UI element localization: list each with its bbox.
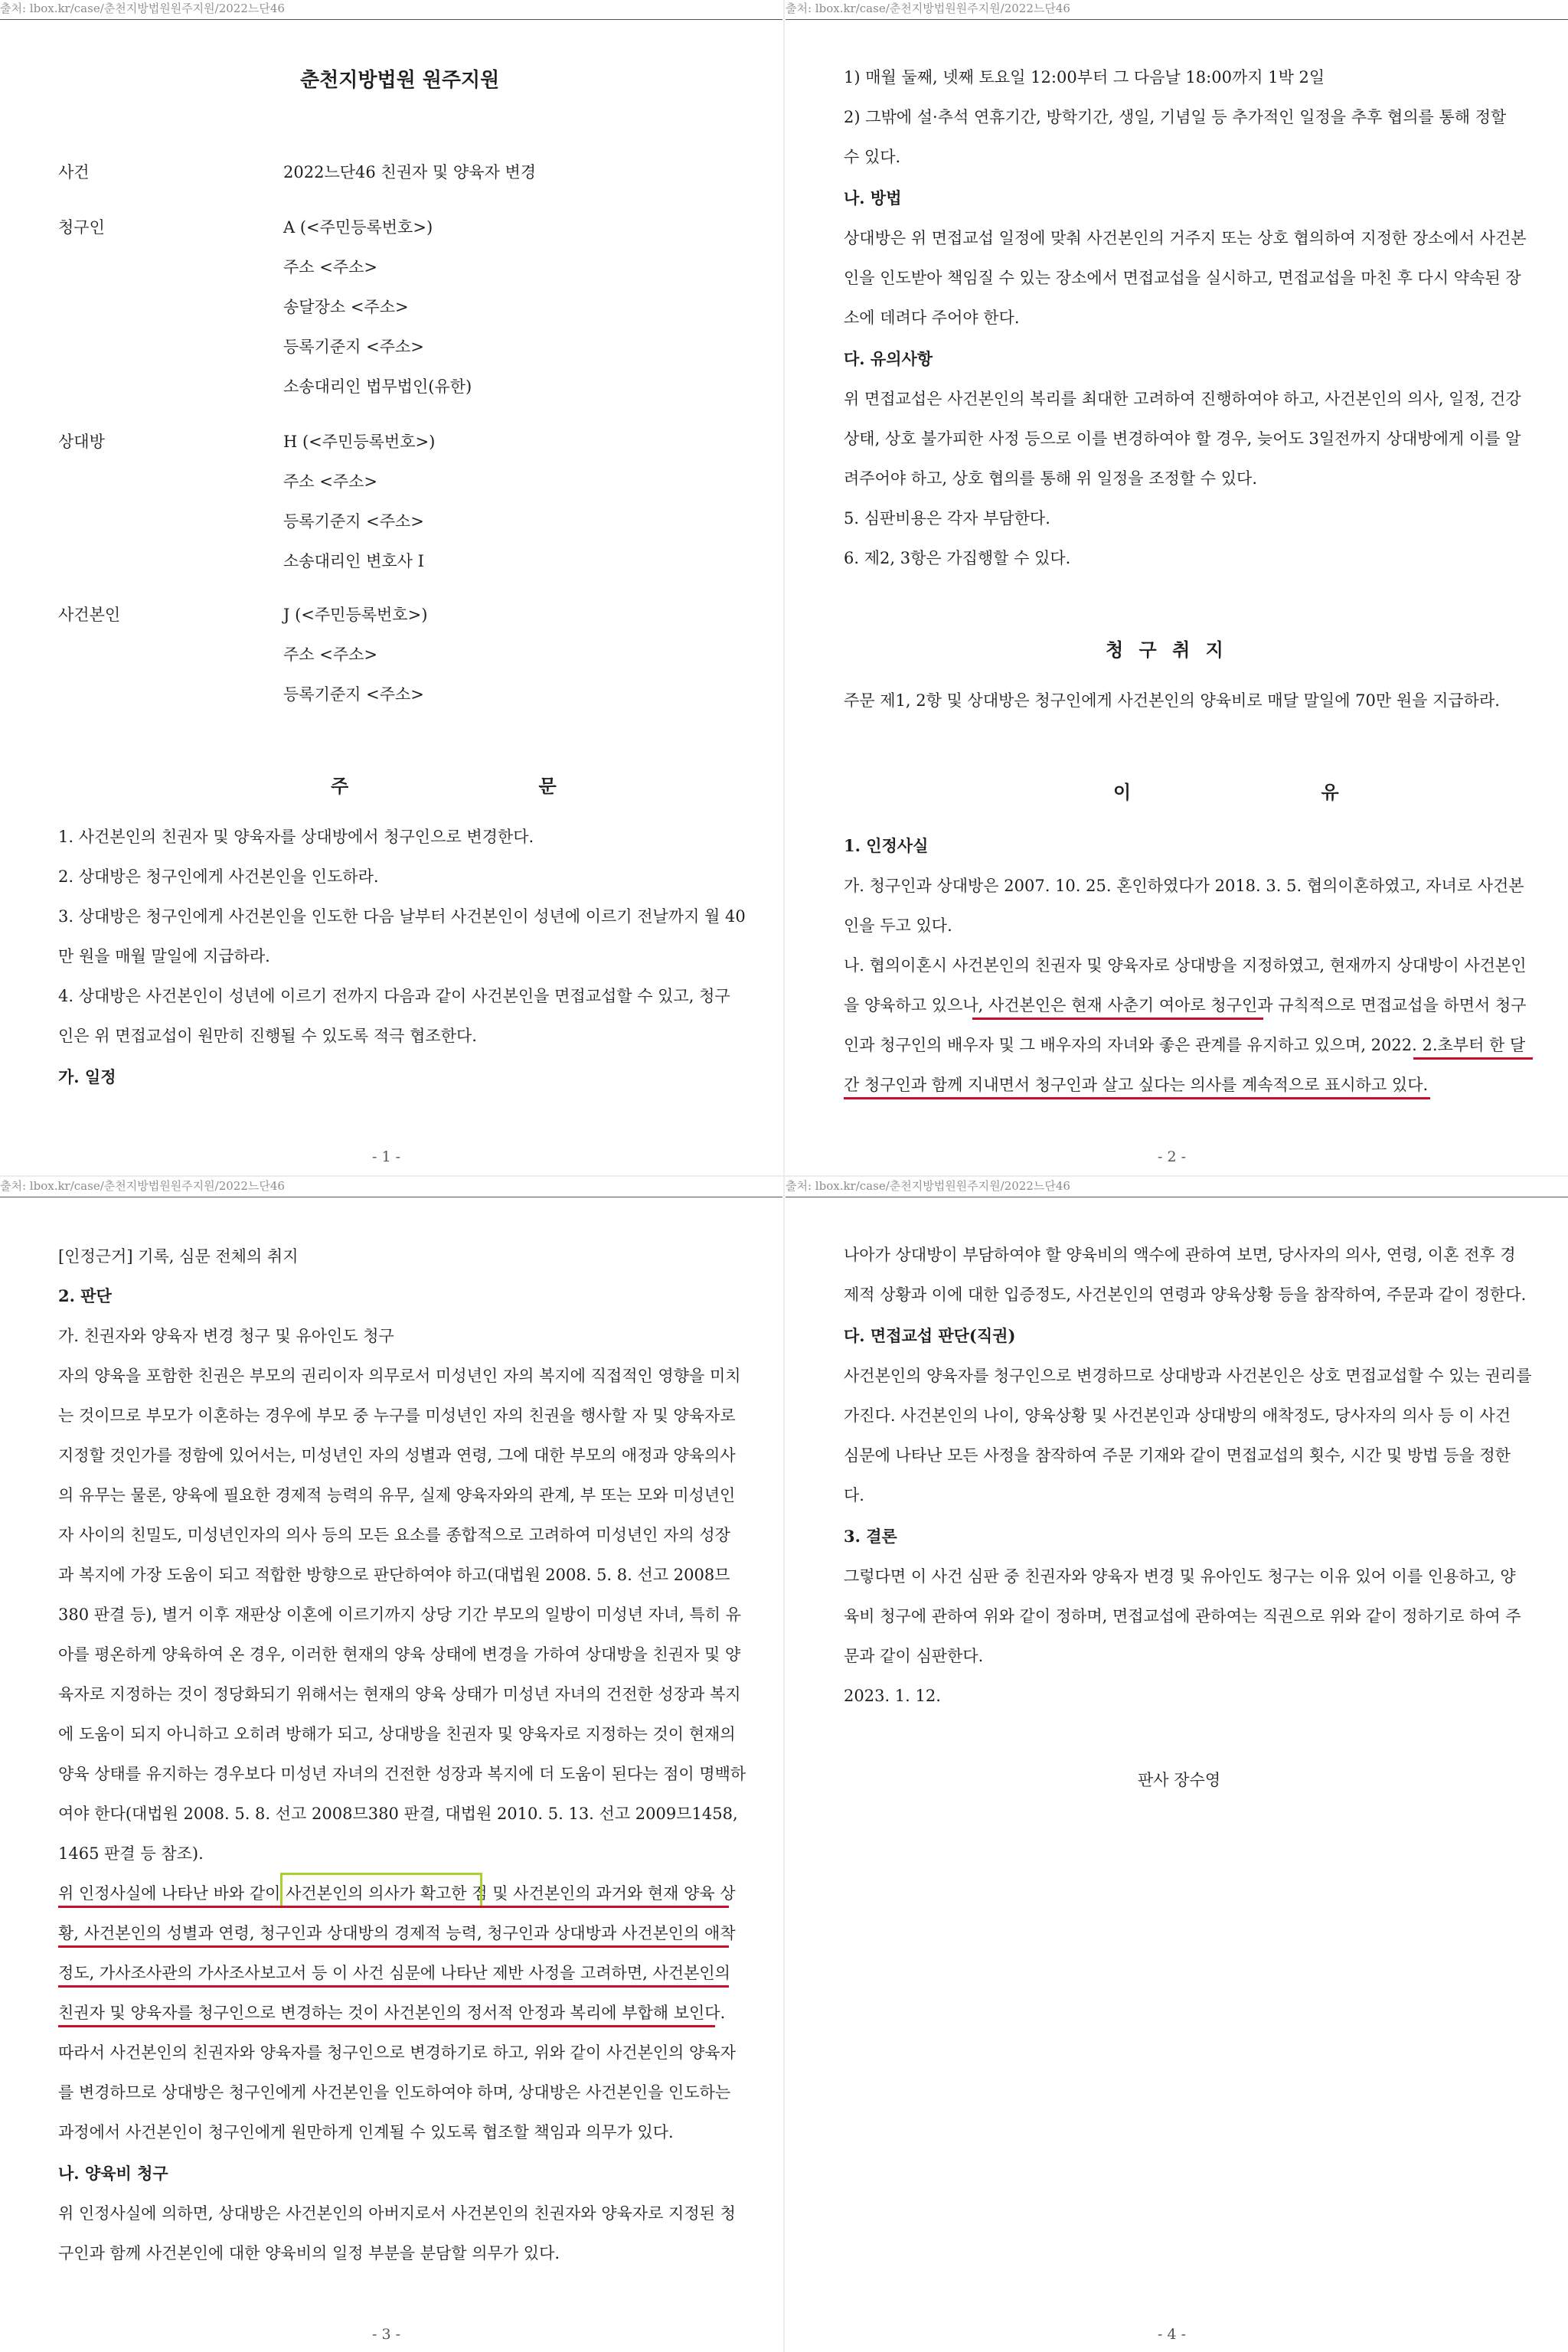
judge-name: 판사 장수영 bbox=[1138, 1771, 1221, 1789]
body-line: 위 면접교섭은 사건본인의 복리를 최대한 고려하여 진행하여야 하고, 사건본인의 의사, 일정, 건강 bbox=[844, 390, 1521, 408]
highlight-underline bbox=[58, 1985, 729, 1988]
highlight-underline bbox=[844, 1097, 1430, 1099]
decision-date: 2023. 1. 12. bbox=[844, 1687, 941, 1705]
body-line: 위 인정사실에 나타난 바와 같이 사건본인의 의사가 확고한 점 및 사건본인의 과거와 현재 양육 상 bbox=[58, 1884, 736, 1903]
body-line: 가진다. 사건본인의 나이, 양육상황 및 사건본인과 상대방의 애착정도, 당사자의 의사 등 이 사건 bbox=[844, 1406, 1511, 1425]
respondent-label: 상대방 bbox=[58, 433, 105, 451]
body-line: 양육 상태를 유지하는 경우보다 미성년 자녀의 건전한 성장과 복지에 더 도움이 된다는 점이 명백하 bbox=[58, 1765, 746, 1783]
document-page-4 bbox=[786, 1178, 1568, 2352]
order-title: 주 문 bbox=[331, 775, 648, 797]
body-line: 그렇다면 이 사건 심판 중 친권자와 양육자 변경 및 유아인도 청구는 이유 있어 이를 인용하고, 양 bbox=[844, 1567, 1516, 1586]
respondent-line: 주소 <주소> bbox=[283, 472, 378, 491]
judgment-heading: 2. 판단 bbox=[58, 1286, 112, 1305]
claimant-line: A (<주민등록번호>) bbox=[283, 218, 433, 237]
body-line: 의 유무는 물론, 양육에 필요한 경제적 능력의 유무, 실제 양육자와의 관계, 부 또는 모와 미성년인 bbox=[58, 1486, 736, 1504]
source-label: 출처: lbox.kr/case/춘천지방법원원주지원/2022느단46 bbox=[786, 1179, 1070, 1193]
respondent-line: 소송대리인 변호사 I bbox=[283, 552, 424, 570]
body-line: 1465 판결 등 참조). bbox=[58, 1844, 204, 1863]
body-line: 에 도움이 되지 아니하고 오히려 방해가 되고, 상대방을 친권자 및 양육자로 지정하는 것이 현재의 bbox=[58, 1725, 736, 1743]
conclusion-heading: 3. 결론 bbox=[844, 1527, 897, 1546]
claim-title: 청 구 취 지 bbox=[1106, 639, 1228, 661]
source-label: 출처: lbox.kr/case/춘천지방법원원주지원/2022느단46 bbox=[0, 2, 285, 15]
claimant-label: 청구인 bbox=[58, 218, 105, 237]
body-line: 는 것이므로 부모가 이혼하는 경우에 부모 중 누구를 미성년인 자의 친권을 행사할 자 및 양육자로 bbox=[58, 1406, 736, 1425]
body-line: 친권자 및 양육자를 청구인으로 변경하는 것이 사건본인의 정서적 안정과 복리에 부합해 보인다. bbox=[58, 2004, 726, 2022]
highlight-underline bbox=[58, 1906, 729, 1908]
body-line: 육비 청구에 관하여 위와 같이 정하며, 면접교섭에 관하여는 직권으로 위와 같이 정하기로 하여 주 bbox=[844, 1607, 1521, 1625]
order-line: 3. 상대방은 청구인에게 사건본인을 인도한 다음 날부터 사건본인이 성년에 이르기 전날까지 월 40 bbox=[58, 907, 746, 926]
page-number: - 1 - bbox=[372, 1148, 401, 1165]
header-rule bbox=[0, 19, 782, 20]
highlight-underline bbox=[58, 1945, 729, 1948]
basis-line: [인정근거] 기록, 심문 전체의 취지 bbox=[58, 1247, 299, 1266]
body-line: 를 변경하므로 상대방은 청구인에게 사건본인을 인도하여야 하며, 상대방은 사건본인을 인도하는 bbox=[58, 2083, 731, 2102]
body-line: 과 복지에 가장 도움이 되고 적합한 방향으로 판단하여야 하고(대법원 2008. 5. 8. 선고 2008므 bbox=[58, 1566, 730, 1584]
page-number: - 2 - bbox=[1158, 1148, 1187, 1165]
body-line: 육자로 지정하는 것이 정당화되기 위해서는 현재의 양육 상태가 미성년 자녀의 건전한 성장과 복지 bbox=[58, 1685, 741, 1704]
order-line: 1. 사건본인의 친권자 및 양육자를 상대방에서 청구인으로 변경한다. bbox=[58, 828, 534, 846]
body-line: 상대방은 위 면접교섭 일정에 맞춰 사건본인의 거주지 또는 상호 협의하여 지정한 장소에서 사건본 bbox=[844, 229, 1527, 247]
sub-heading: 가. 친권자와 양육자 변경 청구 및 유아인도 청구 bbox=[58, 1327, 394, 1345]
page-gutter-horizontal bbox=[0, 1175, 1568, 1177]
page-number: - 3 - bbox=[372, 2326, 401, 2343]
page-number: - 4 - bbox=[1158, 2326, 1187, 2343]
source-label: 출처: lbox.kr/case/춘천지방법원원주지원/2022느단46 bbox=[786, 2, 1070, 15]
header-rule bbox=[786, 19, 1568, 20]
body-line: 가. 청구인과 상대방은 2007. 10. 25. 혼인하였다가 2018. 3. 5. 협의이혼하였고, 자녀로 사건본 bbox=[844, 877, 1524, 895]
caution-heading: 다. 유의사항 bbox=[844, 349, 933, 368]
body-line: 위 인정사실에 의하면, 상대방은 사건본인의 아버지로서 사건본인의 친권자와 양육자로 지정된 청 bbox=[58, 2204, 736, 2223]
source-label: 출처: lbox.kr/case/춘천지방법원원주지원/2022느단46 bbox=[0, 1179, 285, 1193]
support-heading: 나. 양육비 청구 bbox=[58, 2164, 168, 2183]
principal-line: J (<주민등록번호>) bbox=[283, 606, 428, 624]
order-line: 4. 상대방은 사건본인이 성년에 이르기 전까지 다음과 같이 사건본인을 면접교섭할 수 있고, 청구 bbox=[58, 987, 730, 1005]
body-line: 제적 상황과 이에 대한 입증정도, 사건본인의 연령과 양육상황 등을 참작하여, 주문과 같이 정한다. bbox=[844, 1285, 1527, 1304]
case-value: 2022느단46 친권자 및 양육자 변경 bbox=[283, 163, 537, 181]
body-line: 지정할 것인가를 정함에 있어서는, 미성년인 자의 성별과 연령, 그에 대한 부모의 애정과 양육의사 bbox=[58, 1446, 736, 1465]
document-page-3 bbox=[0, 1178, 782, 2352]
respondent-line: H (<주민등록번호>) bbox=[283, 433, 436, 451]
claimant-line: 주소 <주소> bbox=[283, 258, 378, 276]
body-line: 려주어야 하고, 상호 협의를 통해 위 일정을 조정할 수 있다. bbox=[844, 469, 1258, 488]
body-line: 을 양육하고 있으나, 사건본인은 현재 사춘기 여아로 청구인과 규칙적으로 면접교섭을 하면서 청구 bbox=[844, 996, 1527, 1014]
claimant-line: 등록기준지 <주소> bbox=[283, 338, 424, 356]
schedule-heading: 가. 일정 bbox=[58, 1067, 116, 1086]
method-heading: 나. 방법 bbox=[844, 188, 902, 207]
body-line: 인을 두고 있다. bbox=[844, 916, 952, 935]
body-line: 사건본인의 양육자를 청구인으로 변경하므로 상대방과 사건본인은 상호 면접교섭할 수 있는 권리를 bbox=[844, 1367, 1532, 1385]
principal-line: 등록기준지 <주소> bbox=[283, 685, 424, 704]
body-line: 구인과 함께 사건본인에 대한 양육비의 일정 부분을 분담할 의무가 있다. bbox=[58, 2244, 560, 2262]
body-line: 380 판결 등), 별거 이후 재판상 이혼에 이르기까지 상당 기간 부모의 일방이 미성년 자녀, 특히 유 bbox=[58, 1606, 742, 1624]
court-title: 춘천지방법원 원주지원 bbox=[300, 69, 500, 92]
body-line: 여야 한다(대법원 2008. 5. 8. 선고 2008므380 판결, 대법원 2010. 5. 13. 선고 2009므1458, bbox=[58, 1805, 738, 1823]
body-line: 아를 평온하게 양육하여 온 경우, 이러한 현재의 양육 상태에 변경을 가하여 상대방을 친권자 및 양 bbox=[58, 1645, 741, 1664]
body-line: 2) 그밖에 설·추석 연휴기간, 방학기간, 생일, 기념일 등 추가적인 일정을 추후 협의를 통해 정할 bbox=[844, 108, 1507, 126]
highlight-underline bbox=[58, 2025, 715, 2027]
claimant-line: 송달장소 <주소> bbox=[283, 298, 409, 316]
body-line: 인을 인도받아 책임질 수 있는 장소에서 면접교섭을 실시하고, 면접교섭을 마친 후 다시 약속된 장 bbox=[844, 269, 1521, 287]
body-line: 다. bbox=[844, 1486, 864, 1504]
body-line: 자 사이의 친밀도, 미성년인자의 의사 등의 모든 요소를 종합적으로 고려하여 미성년인 자의 성장 bbox=[58, 1526, 730, 1544]
highlight-underline bbox=[972, 1018, 1263, 1020]
body-line: 과정에서 사건본인이 청구인에게 원만하게 인계될 수 있도록 협조할 책임과 의무가 있다. bbox=[58, 2123, 674, 2141]
order-line: 만 원을 매월 말일에 지급하라. bbox=[58, 947, 270, 965]
body-line: 나아가 상대방이 부담하여야 할 양육비의 액수에 관하여 보면, 당사자의 의사, 연령, 이혼 전후 경 bbox=[844, 1246, 1516, 1264]
visit-heading: 다. 면접교섭 판단(직권) bbox=[844, 1326, 1016, 1345]
body-line: 수 있다. bbox=[844, 148, 901, 166]
case-label: 사건 bbox=[58, 163, 90, 181]
body-line: 소에 데려다 주어야 한다. bbox=[844, 309, 1020, 327]
principal-line: 주소 <주소> bbox=[283, 645, 378, 664]
body-line: 문과 같이 심판한다. bbox=[844, 1647, 984, 1665]
claimant-line: 소송대리인 법무법인(유한) bbox=[283, 377, 472, 396]
body-line: 간 청구인과 함께 지내면서 청구인과 살고 싶다는 의사를 계속적으로 표시하고 있다. bbox=[844, 1076, 1429, 1094]
body-line: 나. 협의이혼시 사건본인의 친권자 및 양육자로 상대방을 지정하였고, 현재까지 상대방이 사건본인 bbox=[844, 956, 1527, 975]
respondent-line: 등록기준지 <주소> bbox=[283, 512, 424, 531]
reason-title: 이 유 bbox=[1113, 781, 1431, 803]
document-page-2 bbox=[786, 0, 1568, 1174]
principal-label: 사건본인 bbox=[58, 606, 121, 624]
fact-heading: 1. 인정사실 bbox=[844, 836, 929, 855]
claim-text: 주문 제1, 2항 및 상대방은 청구인에게 사건본인의 양육비로 매달 말일에 70만 원을 지급하라. bbox=[844, 691, 1500, 710]
document-page-1 bbox=[0, 0, 782, 1174]
body-line: 1) 매월 둘째, 넷째 토요일 12:00부터 그 다음날 18:00까지 1박 2일 bbox=[844, 68, 1325, 87]
body-line: 5. 심판비용은 각자 부담한다. bbox=[844, 509, 1050, 528]
body-line: 황, 사건본인의 성별과 연령, 청구인과 상대방의 경제적 능력, 청구인과 상대방과 사건본인의 애착 bbox=[58, 1924, 736, 1942]
order-line: 2. 상대방은 청구인에게 사건본인을 인도하라. bbox=[58, 867, 379, 886]
body-line: 자의 양육을 포함한 친권은 부모의 권리이자 의무로서 미성년인 자의 복지에 직접적인 영향을 미치 bbox=[58, 1367, 741, 1385]
body-line: 6. 제2, 3항은 가집행할 수 있다. bbox=[844, 549, 1071, 567]
order-line: 인은 위 면접교섭이 원만히 진행될 수 있도록 적극 협조한다. bbox=[58, 1027, 477, 1045]
highlight-underline bbox=[1413, 1057, 1533, 1060]
body-line: 정도, 가사조사관의 가사조사보고서 등 이 사건 심문에 나타난 제반 사정을 고려하면, 사건본인의 bbox=[58, 1964, 730, 1982]
body-line: 상태, 상호 불가피한 사정 등으로 이를 변경하여야 할 경우, 늦어도 3일전까지 상대방에게 이를 알 bbox=[844, 430, 1521, 448]
body-line: 심문에 나타난 모든 사정을 참작하여 주문 기재와 같이 면접교섭의 횟수, 시간 및 방법 등을 정한 bbox=[844, 1446, 1511, 1465]
body-line: 따라서 사건본인의 친권자와 양육자를 청구인으로 변경하기로 하고, 위와 같이 사건본인의 양육자 bbox=[58, 2043, 736, 2062]
body-line: 인과 청구인의 배우자 및 그 배우자의 자녀와 좋은 관계를 유지하고 있으며, 2022. 2.초부터 한 달 bbox=[844, 1036, 1526, 1054]
highlight-box bbox=[280, 1873, 482, 1908]
